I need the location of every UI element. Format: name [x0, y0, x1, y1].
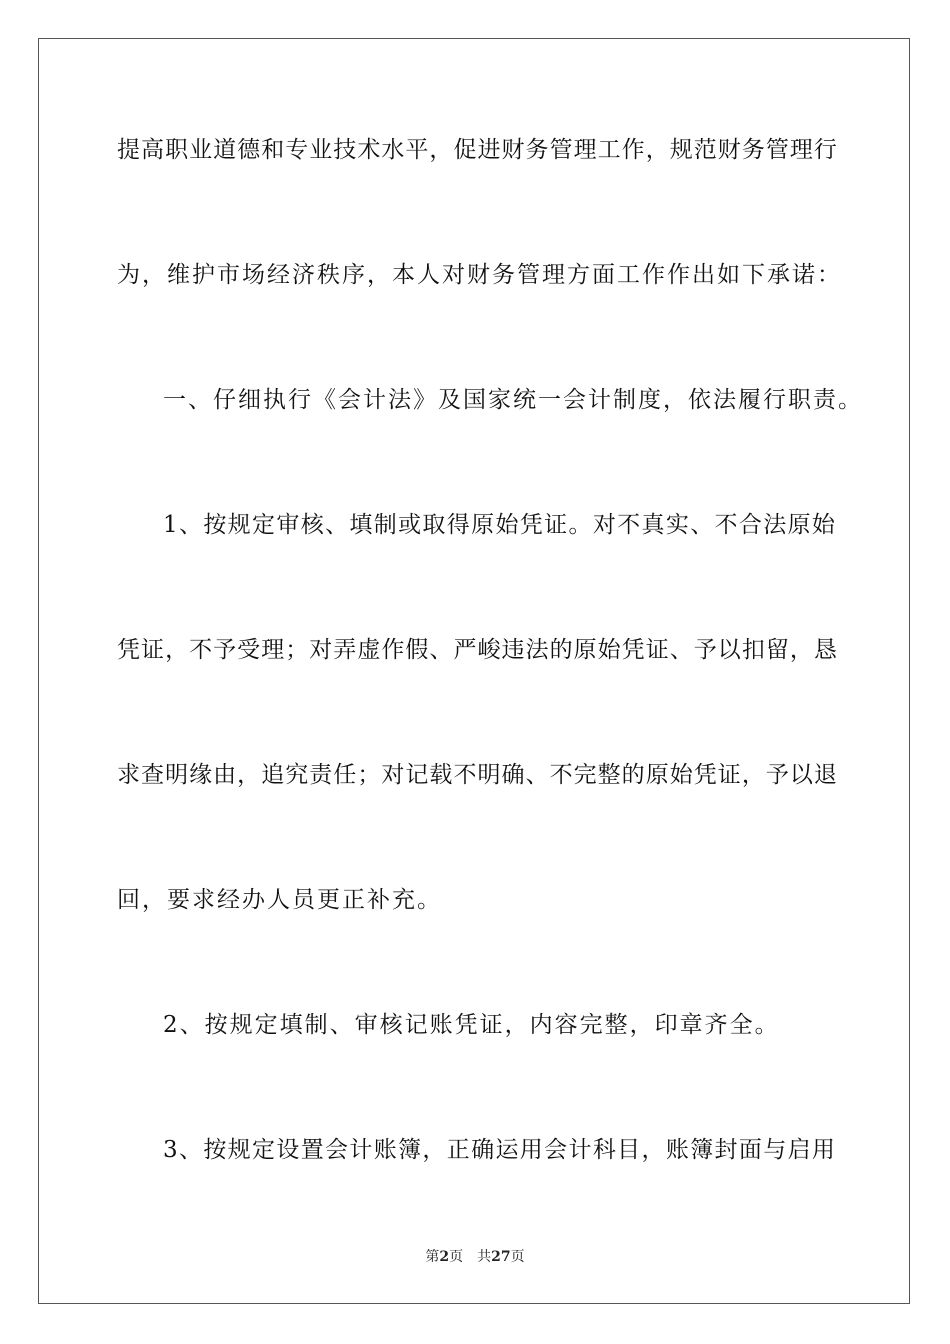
footer-page-unit: 页	[449, 1249, 464, 1265]
footer-page-prefix: 第	[425, 1249, 440, 1265]
item-2-line-1: 2、按规定填制、审核记账凭证，内容完整，印章齐全。	[163, 1012, 780, 1038]
page-footer	[0, 1248, 950, 1266]
footer-page-number: 2	[439, 1249, 450, 1265]
item-1-line-4: 回，要求经办人员更正补充。	[117, 887, 442, 913]
paragraph-line-1: 提 高 职 业 道 德 和 专 业 技 术 水 平 ， 促 进 财 务 管 理 工 作 ， 规 范 财 务 管 理 行	[117, 137, 837, 163]
item-1-line-2: 凭 证 ， 不 予 受 理 ； 对 弄 虚 作 假 、 严 峻 违 法 的 原 始 凭 证 、 予 以 扣 留 ， 恳	[117, 637, 837, 663]
section-heading-1: 一、仔细执行《会计法》及国家统一会计制度，依法履行职责。	[163, 387, 863, 413]
footer-total-prefix: 共	[477, 1249, 492, 1265]
footer-total-pages: 27	[491, 1249, 511, 1265]
item-1-line-3: 求 查 明 缘 由 ， 追 究 责 任 ； 对 记 载 不 明 确 、 不 完 整 的 原 始 凭 证 ， 予 以 退	[117, 762, 837, 788]
item-3-line-1: 3 、 按 规 定 设 置 会 计 账 簿 ， 正 确 运 用 会 计 科 目 ， 账 簿 封 面 与 启 用	[163, 1137, 835, 1163]
item-1-line-1: 1 、 按 规 定 审 核 、 填 制 或 取 得 原 始 凭 证 。 对 不 真 实 、 不 合 法 原 始	[163, 512, 835, 538]
footer-total-unit: 页	[510, 1249, 525, 1265]
paragraph-line-2: 为，维护市场经济秩序，本人对财务管理方面工作作出如下承诺：	[117, 262, 842, 288]
page-border	[38, 38, 910, 1304]
